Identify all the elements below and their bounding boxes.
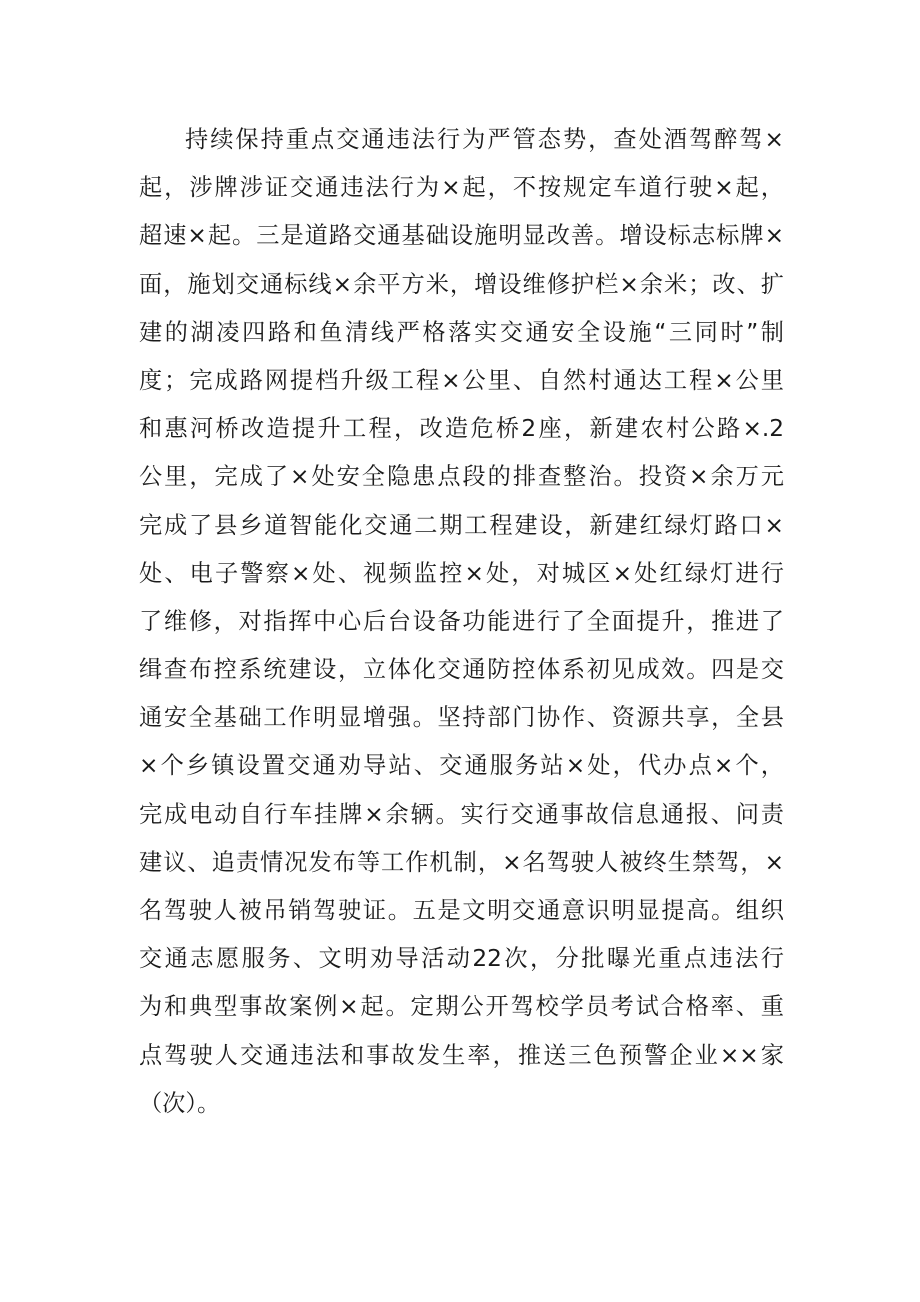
paragraph-line: 完成了县乡道智能化交通二期工程建设，新建红绿灯路口× xyxy=(139,511,784,539)
paragraph-line: 面，施划交通标线×余平方米，增设维修护栏×余米；改、扩 xyxy=(139,270,784,298)
paragraph-line: 和惠河桥改造提升工程，改造危桥2座，新建农村公路×.2 xyxy=(139,415,784,443)
paragraph-line: 建议、追责情况发布等工作机制，×名驾驶人被终生禁驾，× xyxy=(139,848,784,876)
paragraph-line: 名驾驶人被吊销驾驶证。五是文明交通意识明显提高。组织 xyxy=(139,897,784,924)
paragraph-line: 处、电子警察×处、视频监控×处，对城区×处红绿灯进行 xyxy=(139,559,784,587)
paragraph-line: 完成电动自行车挂牌×余辆。实行交通事故信息通报、问责 xyxy=(139,800,784,828)
paragraph-line: 建的湖凌四路和鱼清线严格落实交通安全设施“三同时”制 xyxy=(139,318,784,346)
paragraph-line: 度；完成路网提档升级工程×公里、自然村通达工程×公里 xyxy=(139,366,784,394)
paragraph-line: 通安全基础工作明显增强。坚持部门协作、资源共享，全县 xyxy=(139,704,784,732)
paragraph-line: 持续保持重点交通违法行为严管态势，查处酒驾醉驾× xyxy=(185,126,784,153)
paragraph-line: 起，涉牌涉证交通违法行为×起，不按规定车道行驶×起， xyxy=(139,174,784,202)
paragraph-line: 超速×起。三是道路交通基础设施明显改善。增设标志标牌× xyxy=(139,222,784,250)
paragraph-line: 交通志愿服务、文明劝导活动22次，分批曝光重点违法行 xyxy=(139,945,784,973)
body-paragraph xyxy=(139,116,784,1128)
paragraph-line: （次）。 xyxy=(139,1089,221,1117)
paragraph-line: 为和典型事故案例×起。定期公开驾校学员考试合格率、重 xyxy=(139,993,784,1021)
paragraph-line: 点驾驶人交通违法和事故发生率，推送三色预警企业××家 xyxy=(139,1041,784,1069)
paragraph-line: 缉查布控系统建设，立体化交通防控体系初见成效。四是交 xyxy=(139,656,784,684)
paragraph-line: 了维修，对指挥中心后台设备功能进行了全面提升，推进了 xyxy=(139,607,784,635)
paragraph-line: 公里，完成了×处安全隐患点段的排查整治。投资×余万元 xyxy=(139,463,784,491)
paragraph-line: ×个乡镇设置交通劝导站、交通服务站×处，代办点×个， xyxy=(139,752,784,780)
